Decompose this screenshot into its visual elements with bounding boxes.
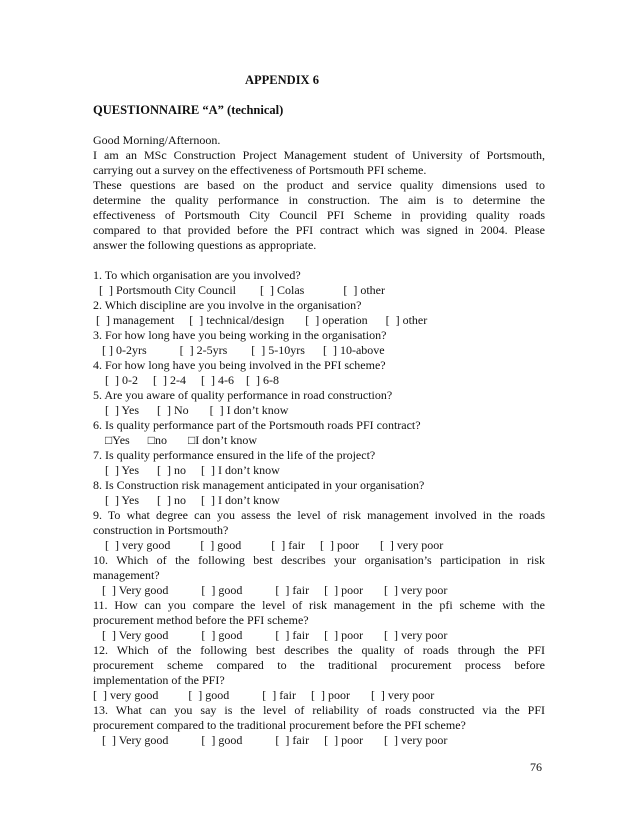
question-text: 7. Is quality performance ensured in the life of the project? xyxy=(93,448,376,462)
question-text: 6. Is quality performance part of the Portsmouth roads PFI contract? xyxy=(93,418,421,432)
question-3 xyxy=(93,328,545,358)
answer-options[interactable]: □Yes □no □I don’t know xyxy=(93,433,257,447)
answer-options[interactable]: [ ] Yes [ ] no [ ] I don’t know xyxy=(93,493,280,507)
question-5 xyxy=(93,388,545,418)
intro-line: effectiveness of Portsmouth City Council PFI Scheme in providing quality roads xyxy=(93,208,545,222)
question-6 xyxy=(93,418,545,448)
answer-options[interactable]: [ ] Portsmouth City Council [ ] Colas [ ] other xyxy=(93,283,385,297)
answer-options[interactable]: [ ] Yes [ ] No [ ] I don’t know xyxy=(93,403,289,417)
question-text: 13. What can you say is the level of reliability of roads constructed via the PFI xyxy=(93,703,545,717)
intro-line: These questions are based on the product and service quality dimensions used to xyxy=(93,178,545,192)
question-text: 11. How can you compare the level of risk management in the pfi scheme with the xyxy=(93,598,545,612)
question-text: procurement method before the PFI scheme? xyxy=(93,613,309,627)
question-text: 10. Which of the following best describes your organisation’s participation in risk xyxy=(93,553,545,567)
question-text: procurement scheme compared to the traditional procurement process before xyxy=(93,658,545,672)
answer-options[interactable]: [ ] very good [ ] good [ ] fair [ ] poor [ ] very poor xyxy=(93,688,435,702)
question-text: 12. Which of the following best describes the quality of roads through the PFI xyxy=(93,643,545,657)
question-text: 4. For how long have you being involved in the PFI scheme? xyxy=(93,358,386,372)
intro-paragraph xyxy=(93,148,545,253)
answer-options[interactable]: [ ] management [ ] technical/design [ ] operation [ ] other xyxy=(93,313,428,327)
question-text: 5. Are you aware of quality performance in road construction? xyxy=(93,388,393,402)
intro-line: carrying out a survey on the effectiveness of Portsmouth PFI scheme. xyxy=(93,163,427,177)
answer-options[interactable]: [ ] Very good [ ] good [ ] fair [ ] poor [ ] very poor xyxy=(93,628,448,642)
page-number: 76 xyxy=(530,760,542,774)
intro-line: determine the quality performance in construction. The aim is to determine the xyxy=(93,193,545,207)
question-text: construction in Portsmouth? xyxy=(93,523,229,537)
question-12 xyxy=(93,643,545,703)
answer-options[interactable]: [ ] 0-2yrs [ ] 2-5yrs [ ] 5-10yrs [ ] 10-above xyxy=(93,343,385,357)
document-body xyxy=(93,133,545,748)
question-4 xyxy=(93,358,545,388)
spacer xyxy=(93,253,545,268)
question-7 xyxy=(93,448,545,478)
question-text: 2. Which discipline are you involve in the organisation? xyxy=(93,298,362,312)
answer-options[interactable]: [ ] very good [ ] good [ ] fair [ ] poor [ ] very poor xyxy=(93,538,444,552)
question-2 xyxy=(93,298,545,328)
question-11 xyxy=(93,598,545,643)
question-1 xyxy=(93,268,545,298)
question-8 xyxy=(93,478,545,508)
questionnaire-title: QUESTIONNAIRE “A” (technical) xyxy=(93,103,284,117)
intro-line: answer the following questions as appropriate. xyxy=(93,238,317,252)
question-text: procurement compared to the traditional procurement before the PFI scheme? xyxy=(93,718,466,732)
question-text: 1. To which organisation are you involved? xyxy=(93,268,301,282)
answer-options[interactable]: [ ] Very good [ ] good [ ] fair [ ] poor [ ] very poor xyxy=(93,733,448,747)
question-text: implementation of the PFI? xyxy=(93,673,225,687)
intro-line: I am an MSc Construction Project Management student of University of Portsmouth, xyxy=(93,148,545,162)
question-9 xyxy=(93,508,545,553)
answer-options[interactable]: [ ] Yes [ ] no [ ] I don’t know xyxy=(93,463,280,477)
appendix-heading: APPENDIX 6 xyxy=(245,73,319,87)
question-10 xyxy=(93,553,545,598)
greeting: Good Morning/Afternoon. xyxy=(93,133,221,147)
question-text: 3. For how long have you being working in the organisation? xyxy=(93,328,387,342)
answer-options[interactable]: [ ] Very good [ ] good [ ] fair [ ] poor [ ] very poor xyxy=(93,583,448,597)
intro-line: compared to that provided before the PFI contract which was signed in 2004. Please xyxy=(93,223,545,237)
question-text: management? xyxy=(93,568,160,582)
question-13 xyxy=(93,703,545,748)
answer-options[interactable]: [ ] 0-2 [ ] 2-4 [ ] 4-6 [ ] 6-8 xyxy=(93,373,279,387)
question-text: 8. Is Construction risk management anticipated in your organisation? xyxy=(93,478,425,492)
question-text: 9. To what degree can you assess the level of risk management involved in the roads xyxy=(93,508,545,522)
